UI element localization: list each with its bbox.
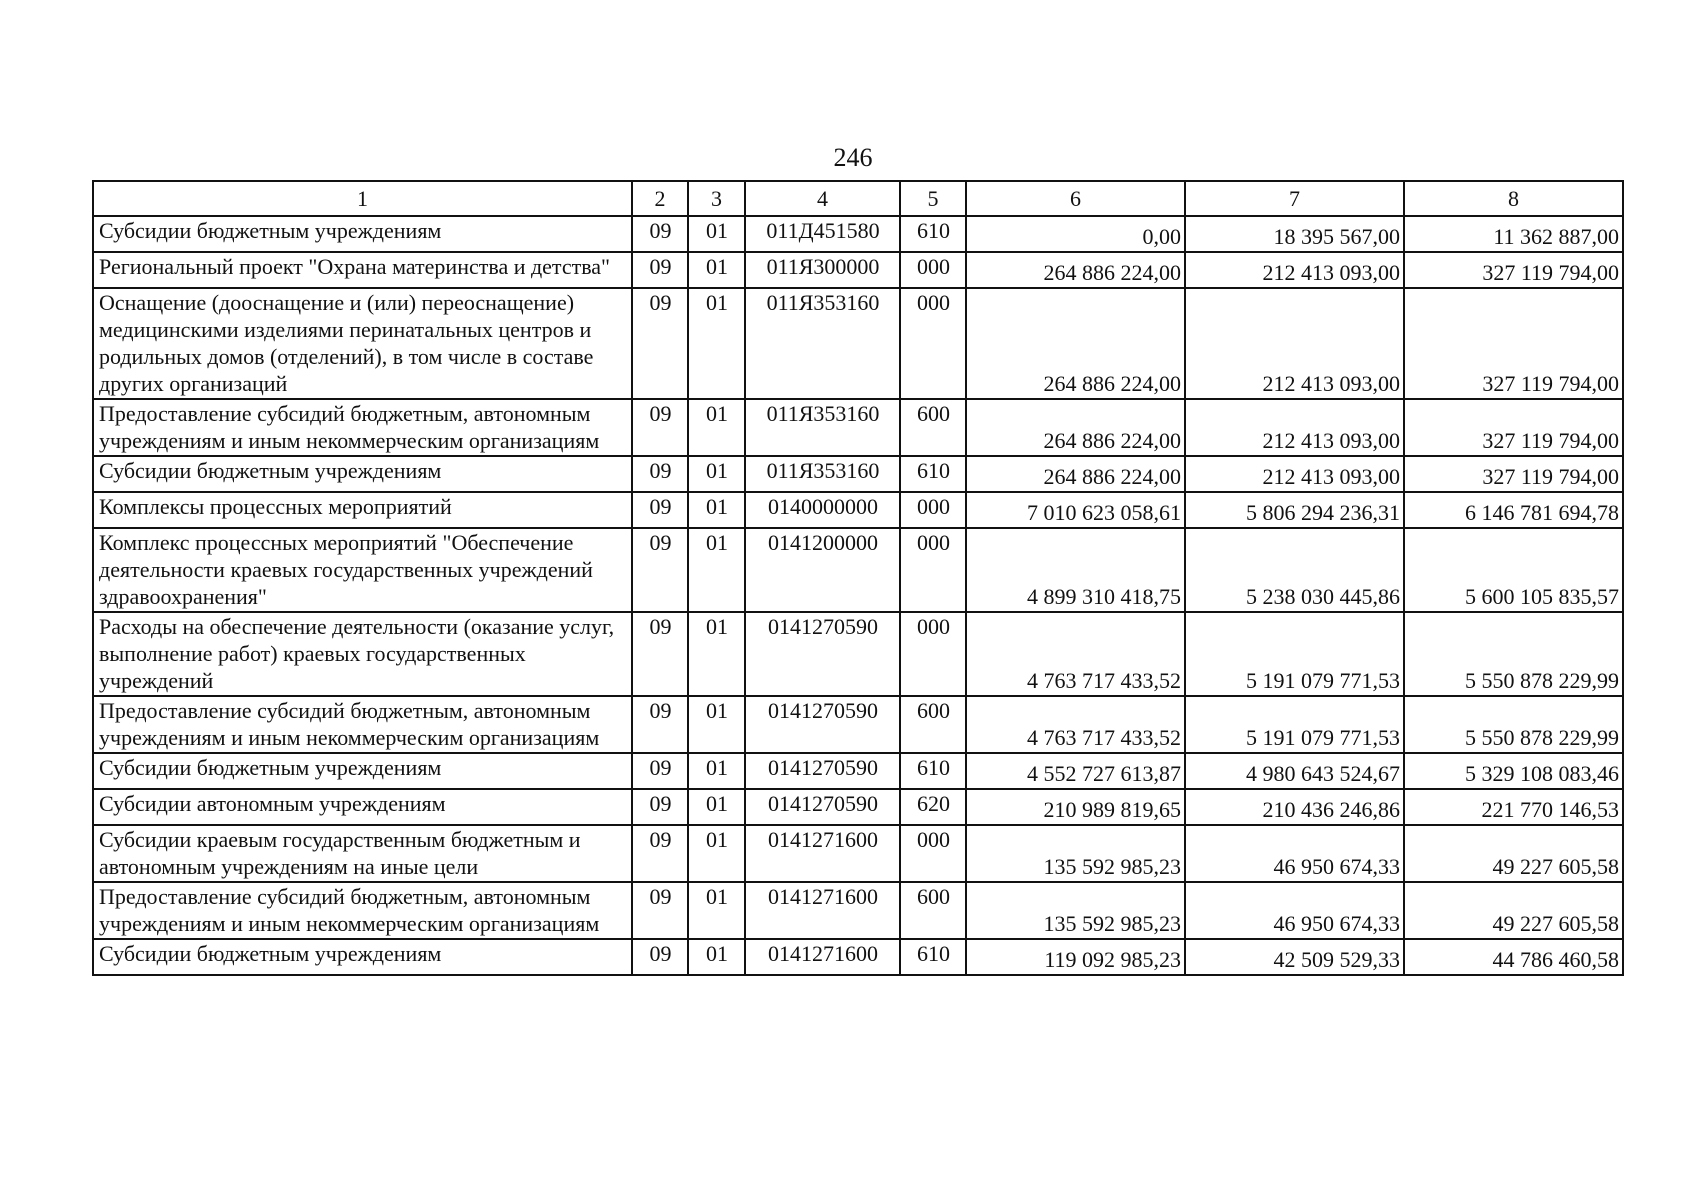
- row-expense-type-code: 600: [900, 882, 966, 939]
- table-row: [93, 612, 1623, 696]
- row-amount-col-7: 212 413 093,00: [1185, 399, 1404, 456]
- row-amount-col-7: 4 980 643 524,67: [1185, 753, 1404, 789]
- table-row: [93, 456, 1623, 492]
- row-subsection-code: 01: [688, 399, 745, 456]
- row-name: Предоставление субсидий бюджетным, автономным учреждениям и иным некоммерческим организациям: [93, 882, 632, 939]
- row-section-code: 09: [632, 696, 688, 753]
- row-expense-type-code: 610: [900, 939, 966, 975]
- row-section-code: 09: [632, 216, 688, 252]
- row-amount-col-8: 327 119 794,00: [1404, 252, 1623, 288]
- row-amount-col-8: 11 362 887,00: [1404, 216, 1623, 252]
- row-name: Региональный проект "Охрана материнства и детства": [93, 252, 632, 288]
- row-section-code: 09: [632, 399, 688, 456]
- header-row: [93, 181, 1623, 216]
- table-row: [93, 825, 1623, 882]
- header-col-4: 4: [745, 181, 900, 216]
- row-name: Субсидии бюджетным учреждениям: [93, 456, 632, 492]
- row-target-code: 0141271600: [745, 939, 900, 975]
- table-row: [93, 882, 1623, 939]
- table-row: [93, 789, 1623, 825]
- row-name: Комплексы процессных мероприятий: [93, 492, 632, 528]
- row-subsection-code: 01: [688, 612, 745, 696]
- row-amount-col-6: 4 552 727 613,87: [966, 753, 1185, 789]
- row-amount-col-7: 46 950 674,33: [1185, 825, 1404, 882]
- row-target-code: 0141271600: [745, 882, 900, 939]
- table-row: [93, 939, 1623, 975]
- row-subsection-code: 01: [688, 216, 745, 252]
- row-section-code: 09: [632, 288, 688, 399]
- row-amount-col-8: 44 786 460,58: [1404, 939, 1623, 975]
- row-amount-col-8: 327 119 794,00: [1404, 456, 1623, 492]
- row-amount-col-6: 210 989 819,65: [966, 789, 1185, 825]
- row-amount-col-8: 327 119 794,00: [1404, 399, 1623, 456]
- row-section-code: 09: [632, 882, 688, 939]
- row-amount-col-7: 42 509 529,33: [1185, 939, 1404, 975]
- row-expense-type-code: 000: [900, 252, 966, 288]
- header-col-8: 8: [1404, 181, 1623, 216]
- row-subsection-code: 01: [688, 696, 745, 753]
- row-target-code: 0141200000: [745, 528, 900, 612]
- row-subsection-code: 01: [688, 825, 745, 882]
- row-target-code: 011Я353160: [745, 288, 900, 399]
- row-amount-col-8: 327 119 794,00: [1404, 288, 1623, 399]
- row-expense-type-code: 000: [900, 825, 966, 882]
- row-target-code: 011Д451580: [745, 216, 900, 252]
- row-amount-col-8: 6 146 781 694,78: [1404, 492, 1623, 528]
- row-section-code: 09: [632, 528, 688, 612]
- row-target-code: 0141270590: [745, 612, 900, 696]
- table-row: [93, 399, 1623, 456]
- row-section-code: 09: [632, 456, 688, 492]
- row-section-code: 09: [632, 252, 688, 288]
- row-amount-col-7: 212 413 093,00: [1185, 288, 1404, 399]
- row-section-code: 09: [632, 492, 688, 528]
- row-amount-col-8: 5 329 108 083,46: [1404, 753, 1623, 789]
- page-number: 246: [833, 143, 873, 172]
- row-section-code: 09: [632, 825, 688, 882]
- row-amount-col-6: 264 886 224,00: [966, 399, 1185, 456]
- row-amount-col-8: 5 600 105 835,57: [1404, 528, 1623, 612]
- row-expense-type-code: 000: [900, 492, 966, 528]
- row-subsection-code: 01: [688, 492, 745, 528]
- row-section-code: 09: [632, 612, 688, 696]
- row-target-code: 011Я300000: [745, 252, 900, 288]
- row-name: Субсидии бюджетным учреждениям: [93, 216, 632, 252]
- table-row: [93, 252, 1623, 288]
- row-expense-type-code: 620: [900, 789, 966, 825]
- table-row: [93, 696, 1623, 753]
- row-amount-col-6: 135 592 985,23: [966, 825, 1185, 882]
- row-amount-col-8: 221 770 146,53: [1404, 789, 1623, 825]
- row-expense-type-code: 600: [900, 399, 966, 456]
- row-name: Расходы на обеспечение деятельности (оказание услуг, выполнение работ) краевых государственных учреждений: [93, 612, 632, 696]
- table-row: [93, 216, 1623, 252]
- row-target-code: 011Я353160: [745, 456, 900, 492]
- table-row: [93, 528, 1623, 612]
- row-name: Субсидии краевым государственным бюджетным и автономным учреждениям на иные цели: [93, 825, 632, 882]
- row-target-code: 0141271600: [745, 825, 900, 882]
- row-subsection-code: 01: [688, 288, 745, 399]
- row-expense-type-code: 000: [900, 528, 966, 612]
- row-name: Предоставление субсидий бюджетным, автономным учреждениям и иным некоммерческим организациям: [93, 399, 632, 456]
- row-name: Оснащение (дооснащение и (или) переоснащение) медицинскими изделиями перинатальных центров и родильных домов (отделений), в том числе в составе других организаций: [93, 288, 632, 399]
- header-col-2: 2: [632, 181, 688, 216]
- row-name: Предоставление субсидий бюджетным, автономным учреждениям и иным некоммерческим организациям: [93, 696, 632, 753]
- row-amount-col-7: 5 191 079 771,53: [1185, 612, 1404, 696]
- row-amount-col-7: 46 950 674,33: [1185, 882, 1404, 939]
- row-amount-col-6: 4 763 717 433,52: [966, 696, 1185, 753]
- row-amount-col-7: 212 413 093,00: [1185, 252, 1404, 288]
- row-amount-col-8: 49 227 605,58: [1404, 825, 1623, 882]
- row-amount-col-6: 135 592 985,23: [966, 882, 1185, 939]
- header-col-6: 6: [966, 181, 1185, 216]
- row-amount-col-6: 119 092 985,23: [966, 939, 1185, 975]
- row-subsection-code: 01: [688, 252, 745, 288]
- row-amount-col-6: 4 899 310 418,75: [966, 528, 1185, 612]
- row-name: Субсидии бюджетным учреждениям: [93, 753, 632, 789]
- row-subsection-code: 01: [688, 939, 745, 975]
- row-expense-type-code: 600: [900, 696, 966, 753]
- row-target-code: 0141270590: [745, 753, 900, 789]
- row-target-code: 011Я353160: [745, 399, 900, 456]
- row-amount-col-8: 5 550 878 229,99: [1404, 696, 1623, 753]
- header-col-5: 5: [900, 181, 966, 216]
- row-target-code: 0141270590: [745, 696, 900, 753]
- row-target-code: 0140000000: [745, 492, 900, 528]
- row-section-code: 09: [632, 753, 688, 789]
- row-name: Субсидии автономным учреждениям: [93, 789, 632, 825]
- row-section-code: 09: [632, 789, 688, 825]
- row-amount-col-6: 0,00: [966, 216, 1185, 252]
- row-amount-col-7: 5 806 294 236,31: [1185, 492, 1404, 528]
- row-amount-col-8: 5 550 878 229,99: [1404, 612, 1623, 696]
- row-section-code: 09: [632, 939, 688, 975]
- row-amount-col-7: 5 191 079 771,53: [1185, 696, 1404, 753]
- table-row: [93, 753, 1623, 789]
- row-subsection-code: 01: [688, 456, 745, 492]
- row-amount-col-6: 264 886 224,00: [966, 288, 1185, 399]
- row-amount-col-6: 4 763 717 433,52: [966, 612, 1185, 696]
- header-col-3: 3: [688, 181, 745, 216]
- row-amount-col-8: 49 227 605,58: [1404, 882, 1623, 939]
- table-row: [93, 288, 1623, 399]
- row-amount-col-7: 5 238 030 445,86: [1185, 528, 1404, 612]
- budget-table: [92, 180, 1624, 976]
- row-expense-type-code: 610: [900, 216, 966, 252]
- row-expense-type-code: 610: [900, 456, 966, 492]
- row-subsection-code: 01: [688, 753, 745, 789]
- header-col-1: 1: [93, 181, 632, 216]
- row-expense-type-code: 000: [900, 288, 966, 399]
- row-name: Субсидии бюджетным учреждениям: [93, 939, 632, 975]
- row-amount-col-6: 7 010 623 058,61: [966, 492, 1185, 528]
- row-amount-col-6: 264 886 224,00: [966, 456, 1185, 492]
- row-subsection-code: 01: [688, 882, 745, 939]
- row-amount-col-7: 18 395 567,00: [1185, 216, 1404, 252]
- row-amount-col-7: 210 436 246,86: [1185, 789, 1404, 825]
- row-subsection-code: 01: [688, 528, 745, 612]
- row-subsection-code: 01: [688, 789, 745, 825]
- row-target-code: 0141270590: [745, 789, 900, 825]
- row-amount-col-6: 264 886 224,00: [966, 252, 1185, 288]
- header-col-7: 7: [1185, 181, 1404, 216]
- row-amount-col-7: 212 413 093,00: [1185, 456, 1404, 492]
- row-expense-type-code: 000: [900, 612, 966, 696]
- row-expense-type-code: 610: [900, 753, 966, 789]
- table-row: [93, 492, 1623, 528]
- row-name: Комплекс процессных мероприятий "Обеспечение деятельности краевых государственных учреждений здравоохранения": [93, 528, 632, 612]
